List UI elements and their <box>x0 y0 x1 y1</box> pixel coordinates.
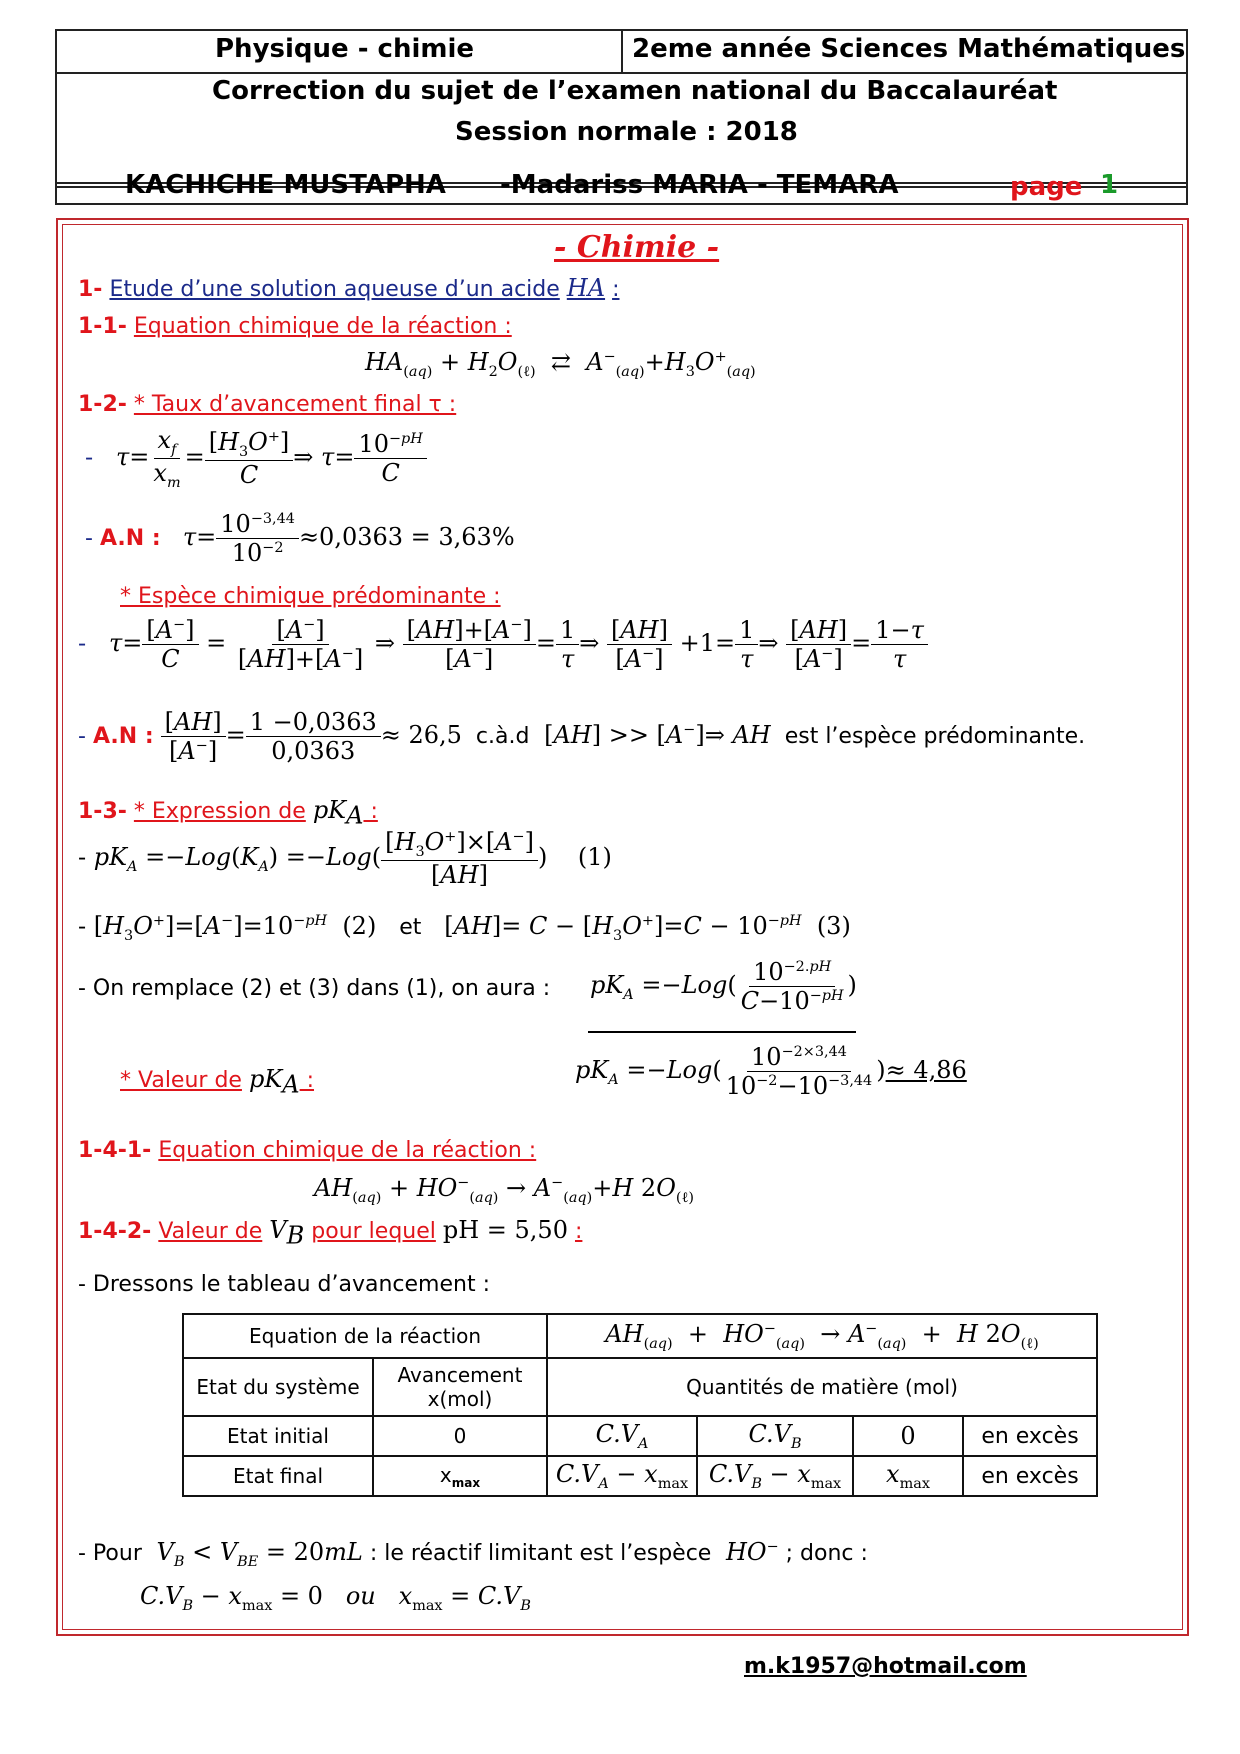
table-state-header: Etat du système <box>183 1358 373 1416</box>
equation-ha-water: $HA_{(aq)} + H_2O_{(\ell)}$ ⇄ $A^-_{(aq)}+H_3O^+_{(aq)}$ <box>365 348 756 380</box>
header-level: 2eme année Sciences Mathématiques <box>632 34 1186 64</box>
header-author: KACHICHE MUSTAPHA <box>125 170 446 200</box>
tau-expression: - τ= $\frac{x_f}{x_m}$ = $\frac{[H_3O^+]}{C}$ ⇒ τ= $\frac{10^{-pH}}{C}$ <box>85 426 427 491</box>
table-quantities-header: Quantités de matière (mol) <box>547 1358 1097 1416</box>
q1-4-2-heading: 1-4-2- Valeur de $V_B$ pour lequel pH = 5,50 : <box>78 1216 583 1250</box>
equation-titration: $AH_{(aq)} + HO^-_{(aq)} \to A^-_{(aq)}+H$ $2O_{(\ell)}$ <box>314 1174 694 1206</box>
an-ratio: - A.N : $\frac{[AH]}{[A^-]}$ = $\frac{1 -0,0363}{0,0363}$ ≈ 26,5 c.à.d [AH] >> [A−]⇒ AH est l’espèce prédominante. <box>78 708 1086 765</box>
table-initial-zero: 0 <box>853 1416 963 1456</box>
pka-numeric: $pK_A =-Log$( $\frac{10^{-2\times 3,44}}{10^{-2}-10^{-3,44}}$ )≈ 4,86 <box>575 1043 967 1100</box>
table-final-cvb: $C.V_B - x_{max}$ <box>697 1456 853 1496</box>
pka-expression: $pK_A =-Log$( $\frac{10^{-2.pH}}{C-10^{-pH}}$ ) <box>590 958 857 1015</box>
q1-2-heading: 1-2- * Taux d’avancement final τ : <box>78 392 457 417</box>
header-title-line2: Session normale : 2018 <box>455 117 798 147</box>
pka-definition: - $pK_A =-Log(K_A) =-Log$( $\frac{[H_3O^+]\times[A^-]}{[AH]}$ ) (1) <box>78 828 612 889</box>
table-initial-x: 0 <box>373 1416 547 1456</box>
table-equation: $AH_{(aq)} + HO^-_{(aq)} \to A^-_{(aq)} + H$ $2O_{(\ell)}$ <box>547 1314 1097 1358</box>
advancement-table <box>182 1313 1098 1497</box>
table-final-cva: $C.V_A - x_{max}$ <box>547 1456 697 1496</box>
q1-4-1-heading: 1-4-1- Equation chimique de la réaction : <box>78 1138 537 1163</box>
replace-text: - On remplace (2) et (3) dans (1), on aura : <box>78 976 551 1001</box>
table-initial-label: Etat initial <box>183 1416 373 1456</box>
header-separator <box>621 31 623 72</box>
q1-1-heading: 1-1- Equation chimique de la réaction : <box>78 314 512 339</box>
table-initial-excess: en excès <box>963 1416 1097 1456</box>
pka-underline <box>588 1031 856 1033</box>
q1-3-heading: 1-3- * Expression de $pK_A$ : <box>78 796 378 830</box>
table-initial-cva: $C.V_A$ <box>547 1416 697 1456</box>
footer-email[interactable]: m.k1957@hotmail.com <box>744 1654 1027 1679</box>
table-final-excess: en excès <box>963 1456 1097 1496</box>
predominant-heading: * Espèce chimique prédominante : <box>120 584 501 609</box>
table-equation-header: Equation de la réaction <box>183 1314 547 1358</box>
header-title-line1: Correction du sujet de l’examen national du Baccalauréat <box>212 76 1058 106</box>
xmax-equation: $C.V_B - x_{max} = 0$ ou $x_{max} = C.V_B$ <box>140 1582 531 1614</box>
pka-value-heading: * Valeur de $pK_A$ : <box>120 1065 314 1099</box>
section-title: - Chimie - <box>554 230 720 265</box>
header-page-label: page <box>1010 172 1083 202</box>
table-final-x: $x_{max}$ <box>373 1456 547 1496</box>
header-school: -Madariss MARIA - TEMARA <box>500 170 899 200</box>
table-advance-header: Avancement x(mol) <box>373 1358 547 1416</box>
table-initial-cvb: $C.V_B$ <box>697 1416 853 1456</box>
q1-heading: 1- Etude d’une solution aqueuse d’un acide HA : <box>78 274 620 302</box>
tableau-intro: - Dressons le tableau d’avancement : <box>78 1272 490 1297</box>
table-final-xmax: $x_{max}$ <box>853 1456 963 1496</box>
limiting-reactant-line: - Pour $V_B < V_{BE} = 20mL$ : le réactif limitant est l’espèce HO− ; donc : <box>78 1538 868 1570</box>
table-final-label: Etat final <box>183 1456 373 1496</box>
concentration-relations: - $[H_3O^+]=[A^-]=10^{-pH}$ (2) et $[AH]= C - [H_3O^+]=C - 10^{-pH}$ (3) <box>78 912 851 944</box>
header-subject: Physique - chimie <box>215 34 475 64</box>
header-page-number: 1 <box>1100 170 1119 200</box>
tau-ratio-expression: - τ= $\frac{[A^-]}{C}$ = $\frac{[A^-]}{[AH]+[A^-]}$ ⇒ $\frac{[AH]+[A^-]}{[A^-]}$ = $\frac{1}{\tau}$ ⇒ $\frac{[AH]}{[A^-]}$ +1= $\frac{1}{\tau}$ ⇒ $\frac{[AH]}{[A^-]}$ = $\frac{1-\tau}{\tau}$ <box>78 616 928 673</box>
an-tau: - A.N : τ= $\frac{10^{-3,44}}{10^{-2}}$ ≈0,0363 = 3,63% <box>85 510 515 567</box>
